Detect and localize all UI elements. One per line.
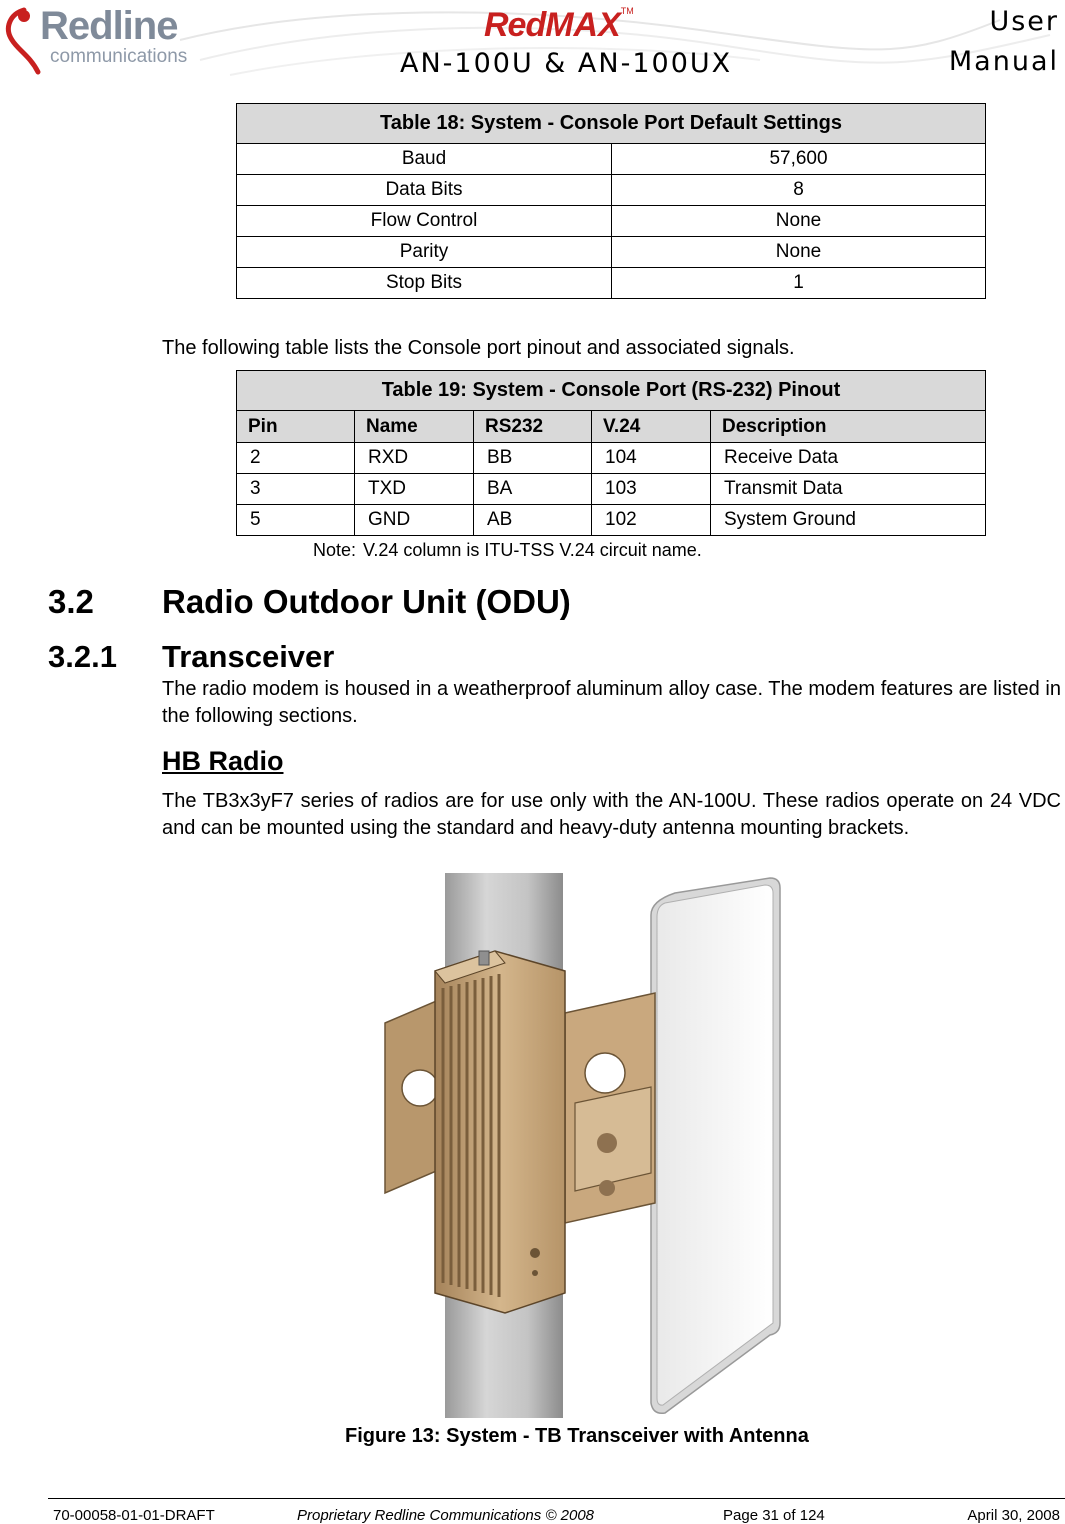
table-row [237,474,986,505]
antenna-panel [651,878,780,1413]
table-console-port-pinout [236,370,986,536]
table-note [313,540,702,561]
column-header-rs232: RS232 [474,411,592,443]
footer-proprietary: Proprietary Redline Communications © 2008 [297,1507,595,1524]
pin-cell: 2 [237,443,355,474]
column-header-description: Description [711,411,986,443]
name-cell: RXD [355,443,474,474]
table-row [237,268,986,299]
footer-page-number: Page 31 of 124 [723,1507,825,1524]
logo-name: Redline [40,4,178,48]
table-header-row [237,411,986,443]
rs232-cell: BA [474,474,592,505]
subsection-heading [48,639,334,675]
setting-value: 1 [612,268,986,299]
logo-subtitle: communications [50,46,188,67]
figure-caption: Figure 13: System - TB Transceiver with Antenna [345,1425,809,1447]
table-row [237,206,986,237]
redline-swirl-icon [2,6,42,76]
table-caption-prefix: Table 19 [381,379,461,401]
rs232-cell: BB [474,443,592,474]
section-title: Radio Outdoor Unit (ODU) [162,583,571,620]
table-caption-title: System - Console Port (RS-232) Pinout [472,379,841,401]
column-header-pin: Pin [237,411,355,443]
setting-name: Stop Bits [237,268,612,299]
table-caption-sep: : [460,379,473,401]
v24-cell: 102 [592,505,711,536]
setting-name: Baud [237,144,612,175]
subsection-title: Transceiver [162,639,335,674]
manual-line-2: Manual [948,46,1059,77]
note-text: V.24 column is ITU-TSS V.24 circuit name. [363,540,702,560]
column-header-name: Name [355,411,474,443]
redline-logo [2,4,212,74]
setting-name: Data Bits [237,175,612,206]
footer-divider [48,1498,1065,1499]
table-caption-title: System - Console Port Default Settings [470,112,842,134]
intro-paragraph: The following table lists the Console port pinout and associated signals. [162,337,795,359]
pin-cell: 3 [237,474,355,505]
table-row [237,505,986,536]
description-cell: System Ground [711,505,986,536]
v24-cell: 103 [592,474,711,505]
footer-date: April 30, 2008 [967,1507,1060,1524]
table-caption [237,371,986,411]
table-row [237,443,986,474]
subsection-number: 3.2.1 [48,639,117,674]
column-header-v24: V.24 [592,411,711,443]
brand-max: MAX [545,6,621,44]
name-cell: GND [355,505,474,536]
table-caption-prefix: Table 18 [380,112,459,134]
hb-radio-paragraph: The TB3x3yF7 series of radios are for use only with the AN-100U. These radios operate on 24 VDC and can be mounted using the standard and heavy-duty antenna mounting brackets. [162,790,1061,839]
table-row [237,237,986,268]
setting-value: 8 [612,175,986,206]
table-caption-sep: : [458,112,471,134]
setting-value: None [612,206,986,237]
setting-value: None [612,237,986,268]
footer-doc-id: 70-00058-01-01-DRAFT [53,1507,215,1524]
note-label: Note: [313,540,357,560]
table-row [237,144,986,175]
table-row [237,175,986,206]
product-name: AN-100U & AN-100UX [400,48,733,79]
brand-red: Red [484,6,546,44]
setting-name: Flow Control [237,206,612,237]
setting-value: 57,600 [612,144,986,175]
section-heading [48,583,571,621]
section-number: 3.2 [48,583,94,620]
description-cell: Receive Data [711,443,986,474]
redmax-brand [484,6,634,42]
pin-cell: 5 [237,505,355,536]
v24-cell: 104 [592,443,711,474]
table-console-port-default-settings [236,103,986,299]
rs232-cell: AB [474,505,592,536]
hb-radio-heading: HB Radio [162,746,284,776]
table-caption [237,104,986,144]
page-header [0,0,1065,92]
radio-transceiver-unit [435,951,565,1313]
description-cell: Transmit Data [711,474,986,505]
manual-label [949,2,1059,82]
brand-trademark: TM [620,6,634,16]
transceiver-antenna-illustration [375,873,795,1418]
transceiver-paragraph: The radio modem is housed in a weatherproof aluminum alloy case. The modem features are listed in the following sections. [162,678,1061,727]
manual-line-1: User [989,6,1059,37]
name-cell: TXD [355,474,474,505]
setting-name: Parity [237,237,612,268]
